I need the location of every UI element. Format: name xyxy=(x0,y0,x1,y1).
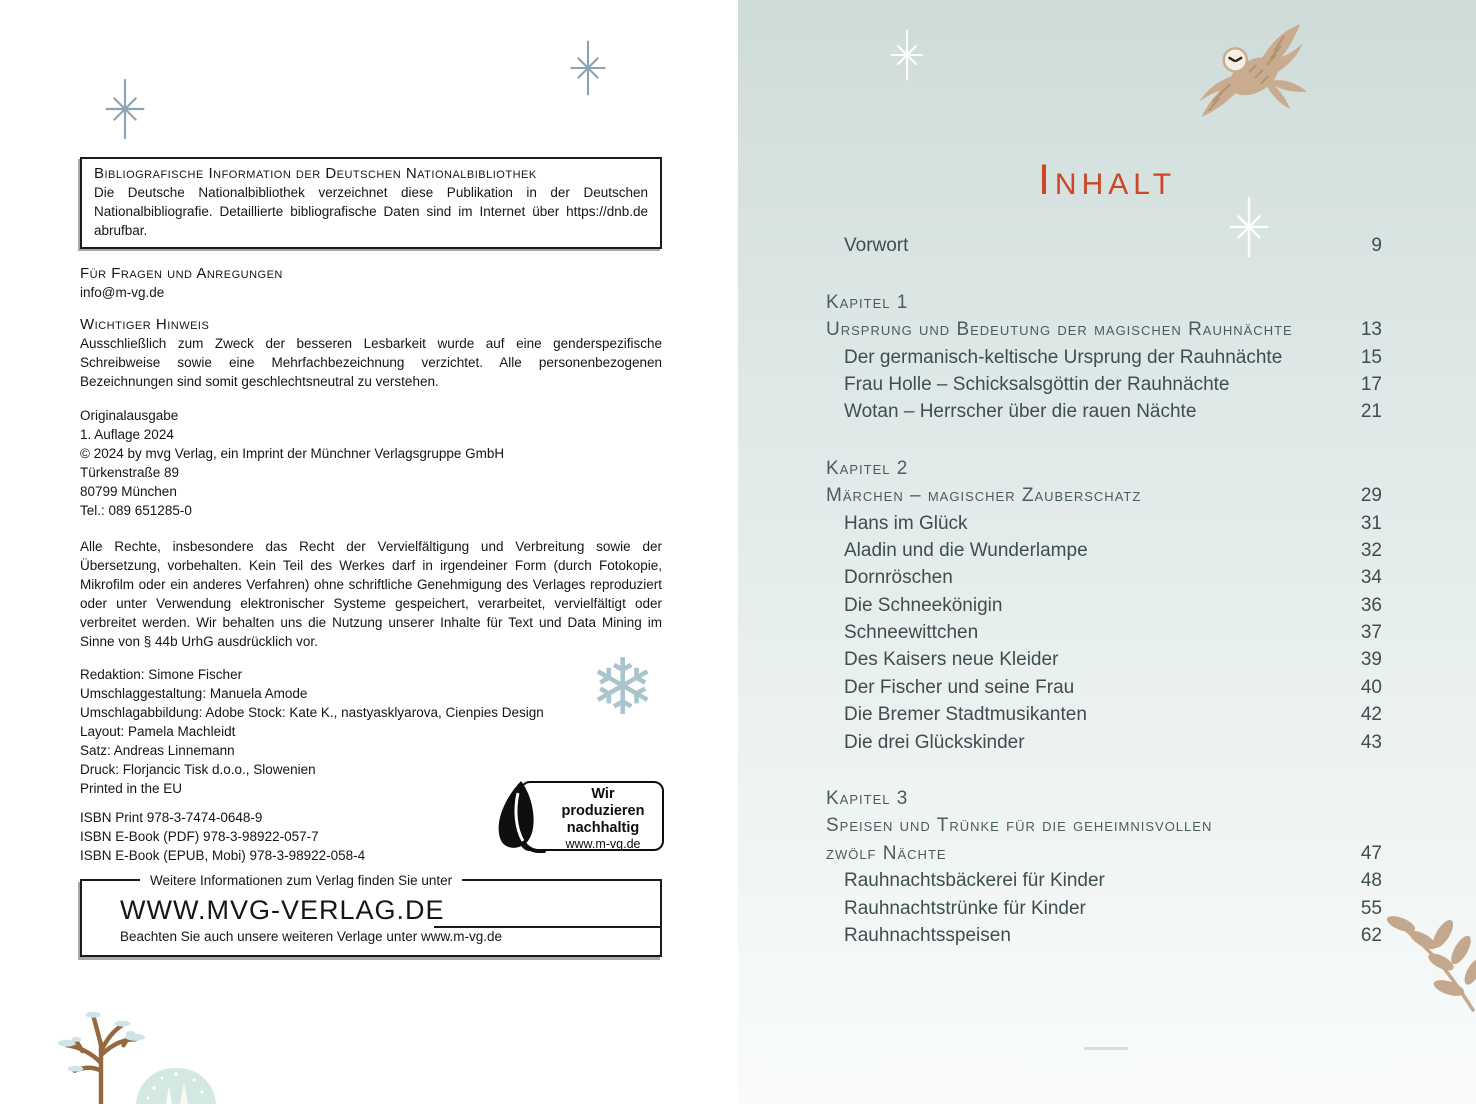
toc-page-number: 47 xyxy=(1360,842,1382,864)
toc-chapter-label: Kapitel 2 xyxy=(826,457,909,479)
toc-row xyxy=(826,589,1382,616)
notice-block xyxy=(80,315,662,391)
toc-row xyxy=(826,230,1382,257)
toc-entry-label: Rauhnachtsbäckerei für Kinder xyxy=(844,870,1105,892)
publisher-url: WWW.MVG-VERLAG.DE xyxy=(120,895,445,925)
toc-chapter-title: Speisen und Trünke für die geheimnisvollen xyxy=(826,815,1213,837)
toc-row xyxy=(826,617,1382,644)
text-line: Umschlaggestaltung: Manuela Amode xyxy=(80,686,308,701)
toc-entry-label: Dornröschen xyxy=(844,567,953,589)
eco-leaf-icon xyxy=(494,779,546,858)
toc-entry-label: Aladin und die Wunderlampe xyxy=(844,539,1088,561)
text-line: Printed in the EU xyxy=(80,781,183,796)
owl-illustration xyxy=(1190,20,1325,153)
text-line: ISBN Print 978-3-7474-0648-9 xyxy=(80,810,263,825)
toc-row xyxy=(826,671,1382,698)
sparkle-star-icon xyxy=(568,40,608,96)
rights-paragraph: Alle Rechte, insbesondere das Recht der Vervielfältigung und Verbreitung sowie der Übersetzung, vorbehalten. Kein Teil des Werkes darf in irgendeiner Form (durch Fotokopie, Mikrofilm oder ein anderes Verfahren) ohne schriftliche Genehmigung des Verlages reproduziert oder unter Verwendung elektronischer Systeme gespeichert, verarbeitet, vervielfältigt oder verbreitet werden. Wir behalten uns die Nutzung unserer Inhalte für Text und Data Mining im Sinne von § 44b UrhG ausdrücklich vor. xyxy=(80,539,662,649)
text-line: Umschlagabbildung: Adobe Stock: Kate K., nastyasklyarova, Cienpies Design xyxy=(80,705,544,720)
toc-entry-label: Die Schneekönigin xyxy=(844,594,1003,616)
toc-page-number: 39 xyxy=(1360,649,1382,671)
toc-entry-label: Der germanisch-keltische Ursprung der Rauhnächte xyxy=(844,346,1283,368)
toc-page-number: 29 xyxy=(1360,485,1382,507)
sparkle-star-icon xyxy=(100,78,150,140)
page-bottom-dash xyxy=(1084,1047,1128,1050)
toc-page-number: 55 xyxy=(1360,897,1382,919)
toc-row xyxy=(826,314,1382,341)
bibliographic-info-box xyxy=(80,157,662,249)
toc-row xyxy=(826,396,1382,423)
toc-spacer xyxy=(826,257,1382,286)
toc-page-number: 34 xyxy=(1360,567,1382,589)
snowflake-icon: ❄ xyxy=(590,643,656,733)
notice-heading: Wichtiger Hinweis xyxy=(80,316,210,333)
toc-chapter-label: Kapitel 1 xyxy=(826,291,909,313)
contact-block xyxy=(80,264,662,302)
toc-row xyxy=(826,562,1382,589)
toc-entry-label: Vorwort xyxy=(844,235,909,257)
toc-page-number: 36 xyxy=(1360,594,1382,616)
snow-globe-illustration xyxy=(136,1068,216,1104)
toc-entry-label: Des Kaisers neue Kleider xyxy=(844,649,1059,671)
text-line: ISBN E-Book (EPUB, Mobi) 978-3-98922-058-4 xyxy=(80,848,366,863)
text-line: Satz: Andreas Linnemann xyxy=(80,743,235,758)
sparkle-star-icon xyxy=(889,26,925,84)
toc-row xyxy=(826,341,1382,368)
toc-row xyxy=(826,507,1382,534)
toc-row xyxy=(826,535,1382,562)
publisher-footer-box xyxy=(80,873,662,957)
toc-page-number: 62 xyxy=(1360,924,1382,946)
info-box-heading: Bibliografische Information der Deutschen Nationalbibliothek xyxy=(94,165,537,182)
toc-page-number: 48 xyxy=(1360,870,1382,892)
toc-entry-label: Die Bremer Stadtmusikanten xyxy=(844,704,1087,726)
footer-top-label: Weitere Informationen zum Verlag finden Sie unter xyxy=(140,872,462,889)
toc-entry-label: Rauhnachtsspeisen xyxy=(844,924,1011,946)
contents-title: Inhalt xyxy=(1037,156,1177,204)
eco-badge-url: www.m-vg.de xyxy=(565,837,641,851)
text-line: Redaktion: Simone Fischer xyxy=(80,667,243,682)
contact-lines xyxy=(80,283,662,302)
toc-page-number: 32 xyxy=(1360,539,1382,561)
toc-page-number: 40 xyxy=(1360,676,1382,698)
toc-row xyxy=(826,920,1382,947)
contact-heading: Für Fragen und Anregungen xyxy=(80,265,283,282)
toc-entry-label: Wotan – Herrscher über die rauen Nächte xyxy=(844,401,1197,423)
toc-page-number: 9 xyxy=(1371,235,1382,257)
eco-badge-line2: nachhaltig xyxy=(566,820,640,836)
toc-entry-label: Schneewittchen xyxy=(844,622,979,644)
text-line: Originalausgabe xyxy=(80,408,179,423)
toc-page-number: 13 xyxy=(1360,319,1382,341)
text-line: Layout: Pamela Machleidt xyxy=(80,724,236,739)
text-line: Druck: Florjancic Tisk d.o.o., Slowenien xyxy=(80,762,316,777)
toc-page-number: 17 xyxy=(1360,373,1382,395)
toc-entry-label: Der Fischer und seine Frau xyxy=(844,676,1075,698)
footer-rule xyxy=(434,926,660,928)
toc-row xyxy=(826,892,1382,919)
toc-page-number: 31 xyxy=(1360,512,1382,534)
toc-row xyxy=(826,726,1382,753)
eco-badge-line1: Wir produzieren xyxy=(561,786,645,819)
toc-row xyxy=(826,480,1382,507)
toc-page-number: 43 xyxy=(1360,731,1382,753)
toc-chapter-title: Märchen – magischer Zauberschatz xyxy=(826,485,1142,507)
toc-page-number: 21 xyxy=(1360,401,1382,423)
leaf-branch-illustration xyxy=(1383,910,1476,1017)
toc-entry-label: Die drei Glückskinder xyxy=(844,731,1025,753)
info-box-body: Die Deutsche Nationalbibliothek verzeichnet diese Publikation in der Deutschen Nationalbibliografie. Detaillierte bibliografische Daten sind im Internet über https://dnb.de abrufbar. xyxy=(94,185,648,238)
toc-row xyxy=(826,369,1382,396)
text-line: ISBN E-Book (PDF) 978-3-98922-057-7 xyxy=(80,829,319,844)
toc xyxy=(826,230,1382,947)
toc-entry-label: Rauhnachtstrünke für Kinder xyxy=(844,897,1086,919)
toc-row xyxy=(826,644,1382,671)
text-line: Tel.: 089 651285-0 xyxy=(80,503,192,518)
contents-page xyxy=(738,0,1476,1104)
eco-badge xyxy=(494,779,664,853)
text-line: © 2024 by mvg Verlag, ein Imprint der Münchner Verlagsgruppe GmbH xyxy=(80,446,505,461)
toc-spacer xyxy=(826,423,1382,452)
toc-row xyxy=(826,865,1382,892)
footer-bottom-label: Beachten Sie auch unsere weiteren Verlage unter www.m-vg.de xyxy=(120,929,502,944)
toc-row xyxy=(826,699,1382,726)
toc-page-number: 15 xyxy=(1360,346,1382,368)
text-line: 1. Auflage 2024 xyxy=(80,427,174,442)
text-line: 80799 München xyxy=(80,484,177,499)
toc-chapter-title: zwölf Nächte xyxy=(826,842,947,864)
toc-row xyxy=(826,837,1382,864)
toc-entry-label: Frau Holle – Schicksalsgöttin der Rauhnächte xyxy=(844,373,1230,395)
toc-row xyxy=(826,810,1382,837)
text-line: Türkenstraße 89 xyxy=(80,465,180,480)
edition-block xyxy=(80,406,662,520)
toc-page-number: 37 xyxy=(1360,622,1382,644)
toc-entry-label: Hans im Glück xyxy=(844,512,968,534)
toc-chapter-label: Kapitel 3 xyxy=(826,788,909,810)
text-line: info@m-vg.de xyxy=(80,285,165,300)
toc-page-number: 42 xyxy=(1360,704,1382,726)
toc-spacer xyxy=(826,754,1382,783)
notice-body: Ausschließlich zum Zweck der besseren Lesbarkeit wurde auf eine genderspezifische Schreibweise sowie eine Mehrfachbezeichnung verzichtet. Alle personenbezogenen Bezeichnungen sind somit geschlechtsneutral zu verstehen. xyxy=(80,336,662,389)
toc-chapter-title: Ursprung und Bedeutung der magischen Rauhnächte xyxy=(826,319,1293,341)
